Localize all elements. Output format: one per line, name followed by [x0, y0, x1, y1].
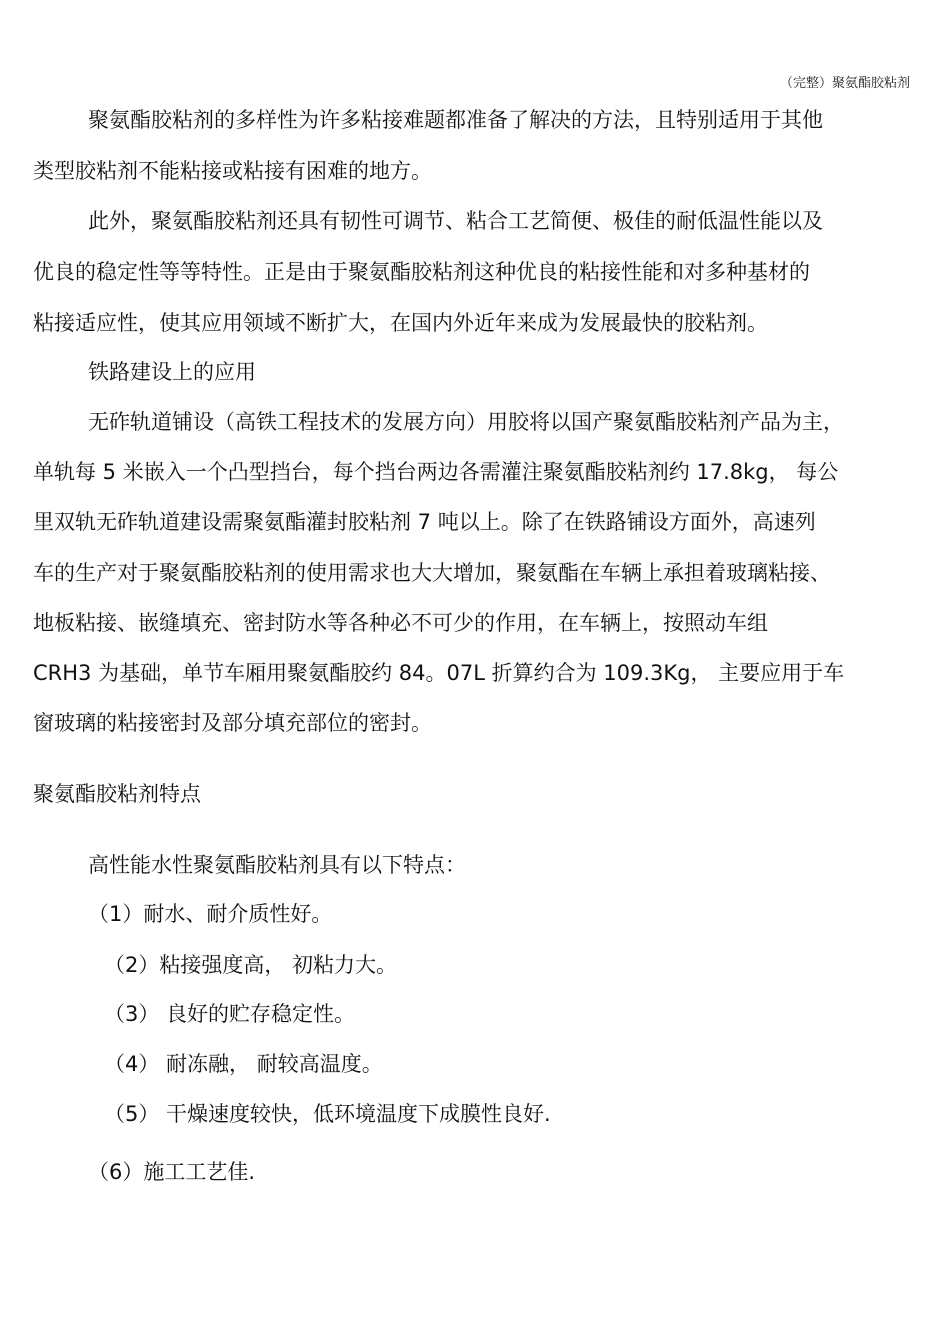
text-line: 聚氨酯胶粘剂的多样性为许多粘接难题都准备了解决的方法，且特别适用于其他	[88, 108, 823, 132]
text-line: 车的生产对于聚氨酯胶粘剂的使用需求也大大增加，聚氨酯在车辆上承担着玻璃粘接、	[33, 561, 831, 585]
list-item: （1）耐水、耐介质性好。	[88, 902, 333, 926]
list-item: （3） 良好的贮存稳定性。	[104, 1002, 356, 1026]
list-item: （5） 干燥速度较快，低环境温度下成膜性良好.	[104, 1102, 551, 1126]
list-item: （2）粘接强度高， 初粘力大。	[104, 953, 398, 977]
text-line: 里双轨无砟轨道建设需聚氨酯灌封胶粘剂 7 吨以上。除了在铁路铺设方面外，高速列	[33, 510, 816, 534]
page-header: （完整）聚氨酯胶粘剂	[779, 76, 910, 91]
text-line: 单轨每 5 米嵌入一个凸型挡台，每个挡台两边各需灌注聚氨酯胶粘剂约 17.8kg， 每公	[33, 460, 839, 484]
text-line: CRH3 为基础，单节车厢用聚氨酯胶约 84。07L 折算约合为 109.3Kg， 主要应用于车	[33, 661, 845, 685]
text-line: 类型胶粘剂不能粘接或粘接有困难的地方。	[33, 159, 432, 183]
section-heading: 铁路建设上的应用	[88, 360, 256, 384]
text-line: 高性能水性聚氨酯胶粘剂具有以下特点：	[88, 853, 466, 877]
list-item: （6）施工工艺佳.	[88, 1160, 256, 1184]
text-line: 此外，聚氨酯胶粘剂还具有韧性可调节、粘合工艺简便、极佳的耐低温性能以及	[88, 209, 823, 233]
text-line: 窗玻璃的粘接密封及部分填充部位的密封。	[33, 711, 432, 735]
section-heading: 聚氨酯胶粘剂特点	[33, 782, 201, 806]
text-line: 粘接适应性，使其应用领域不断扩大，在国内外近年来成为发展最快的胶粘剂。	[33, 311, 768, 335]
list-item: （4） 耐冻融， 耐较高温度。	[104, 1052, 383, 1076]
text-line: 地板粘接、嵌缝填充、密封防水等各种必不可少的作用，在车辆上，按照动车组	[33, 611, 768, 635]
text-line: 无砟轨道铺设（高铁工程技术的发展方向）用胶将以国产聚氨酯胶粘剂产品为主，	[88, 410, 844, 434]
text-line: 优良的稳定性等等特性。正是由于聚氨酯胶粘剂这种优良的粘接性能和对多种基材的	[33, 260, 810, 284]
